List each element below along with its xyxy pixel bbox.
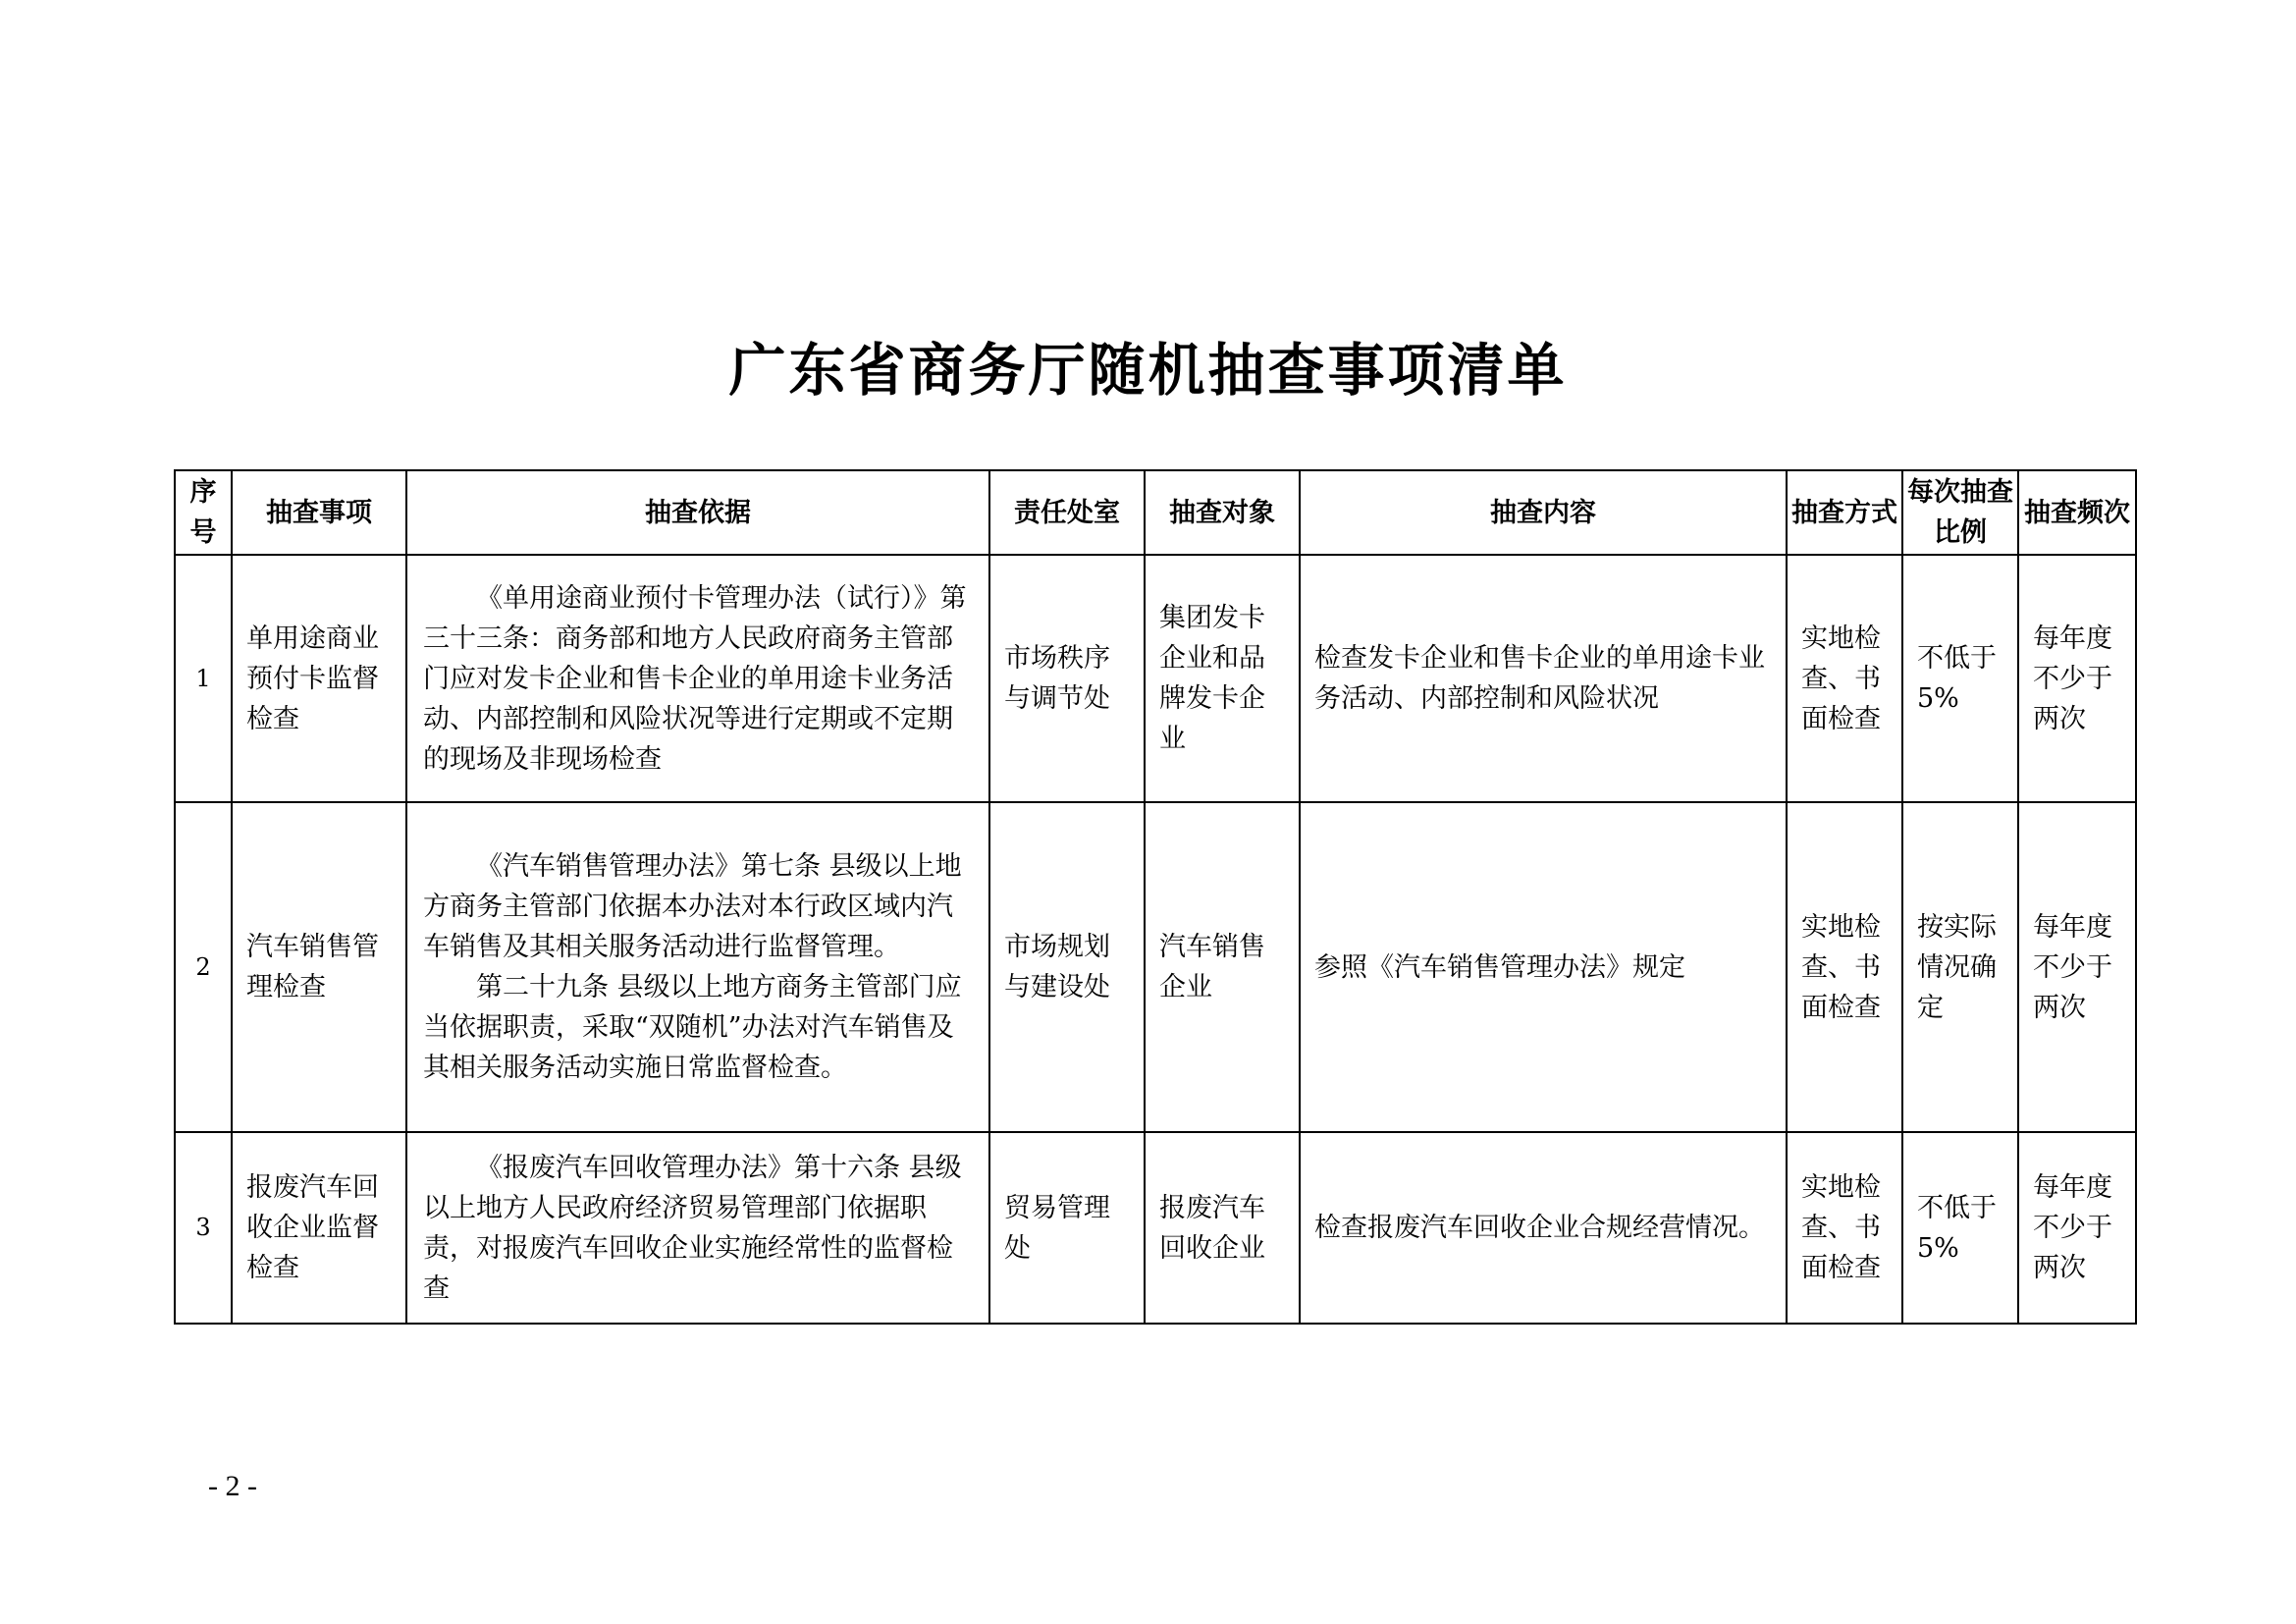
cell-dept: 市场秩序与调节处 <box>989 555 1145 802</box>
cell-ratio: 按实际情况确定 <box>1902 802 2018 1132</box>
header-dept: 责任处室 <box>989 470 1145 555</box>
header-no: 序号 <box>175 470 232 555</box>
basis-paragraph: 第二十九条 县级以上地方商务主管部门应当依据职责，采取“双随机”办法对汽车销售及其相关服务活动实施日常监督检查。 <box>423 972 962 1083</box>
cell-item: 单用途商业预付卡监督检查 <box>232 555 406 802</box>
header-method: 抽查方式 <box>1787 470 1902 555</box>
cell-no: 3 <box>175 1132 232 1324</box>
cell-ratio: 不低于5% <box>1902 555 2018 802</box>
basis-paragraph: 《报废汽车回收管理办法》第十六条 县级以上地方人民政府经济贸易管理部门依据职责，对报废汽车回收企业实施经常性的监督检查 <box>423 1152 962 1304</box>
header-content: 抽查内容 <box>1300 470 1787 555</box>
header-item: 抽查事项 <box>232 470 406 555</box>
cell-ratio: 不低于5% <box>1902 1132 2018 1324</box>
cell-content: 检查发卡企业和售卡企业的单用途卡业务活动、内部控制和风险状况 <box>1300 555 1787 802</box>
cell-no: 1 <box>175 555 232 802</box>
table-header-row <box>175 470 2136 555</box>
basis-paragraph: 《汽车销售管理办法》第七条 县级以上地方商务主管部门依据本办法对本行政区域内汽车销售及其相关服务活动进行监督管理。 <box>423 851 962 962</box>
cell-item: 汽车销售管理检查 <box>232 802 406 1132</box>
cell-basis <box>406 1132 989 1324</box>
cell-content: 参照《汽车销售管理办法》规定 <box>1300 802 1787 1132</box>
cell-method: 实地检查、书面检查 <box>1787 1132 1902 1324</box>
cell-method: 实地检查、书面检查 <box>1787 555 1902 802</box>
header-basis: 抽查依据 <box>406 470 989 555</box>
basis-paragraph: 《单用途商业预付卡管理办法（试行）》第三十三条：商务部和地方人民政府商务主管部门应对发卡企业和售卡企业的单用途卡业务活动、内部控制和风险状况等进行定期或不定期的现场及非现场检查 <box>423 582 967 775</box>
cell-dept: 市场规划与建设处 <box>989 802 1145 1132</box>
header-freq: 抽查频次 <box>2018 470 2136 555</box>
header-ratio: 每次抽查比例 <box>1902 470 2018 555</box>
cell-no: 2 <box>175 802 232 1132</box>
table-row <box>175 1132 2136 1324</box>
table-row <box>175 802 2136 1132</box>
cell-freq: 每年度不少于两次 <box>2018 1132 2136 1324</box>
cell-target: 集团发卡企业和品牌发卡企业 <box>1145 555 1300 802</box>
cell-content: 检查报废汽车回收企业合规经营情况。 <box>1300 1132 1787 1324</box>
cell-basis <box>406 802 989 1132</box>
cell-target: 报废汽车回收企业 <box>1145 1132 1300 1324</box>
header-target: 抽查对象 <box>1145 470 1300 555</box>
table-row <box>175 555 2136 802</box>
page-number: - 2 - <box>208 1470 257 1502</box>
inspection-table <box>174 469 2137 1325</box>
cell-dept: 贸易管理处 <box>989 1132 1145 1324</box>
cell-freq: 每年度不少于两次 <box>2018 555 2136 802</box>
cell-target: 汽车销售企业 <box>1145 802 1300 1132</box>
cell-freq: 每年度不少于两次 <box>2018 802 2136 1132</box>
cell-basis <box>406 555 989 802</box>
cell-item: 报废汽车回收企业监督检查 <box>232 1132 406 1324</box>
document-title: 广东省商务厅随机抽查事项清单 <box>728 337 1568 404</box>
cell-method: 实地检查、书面检查 <box>1787 802 1902 1132</box>
